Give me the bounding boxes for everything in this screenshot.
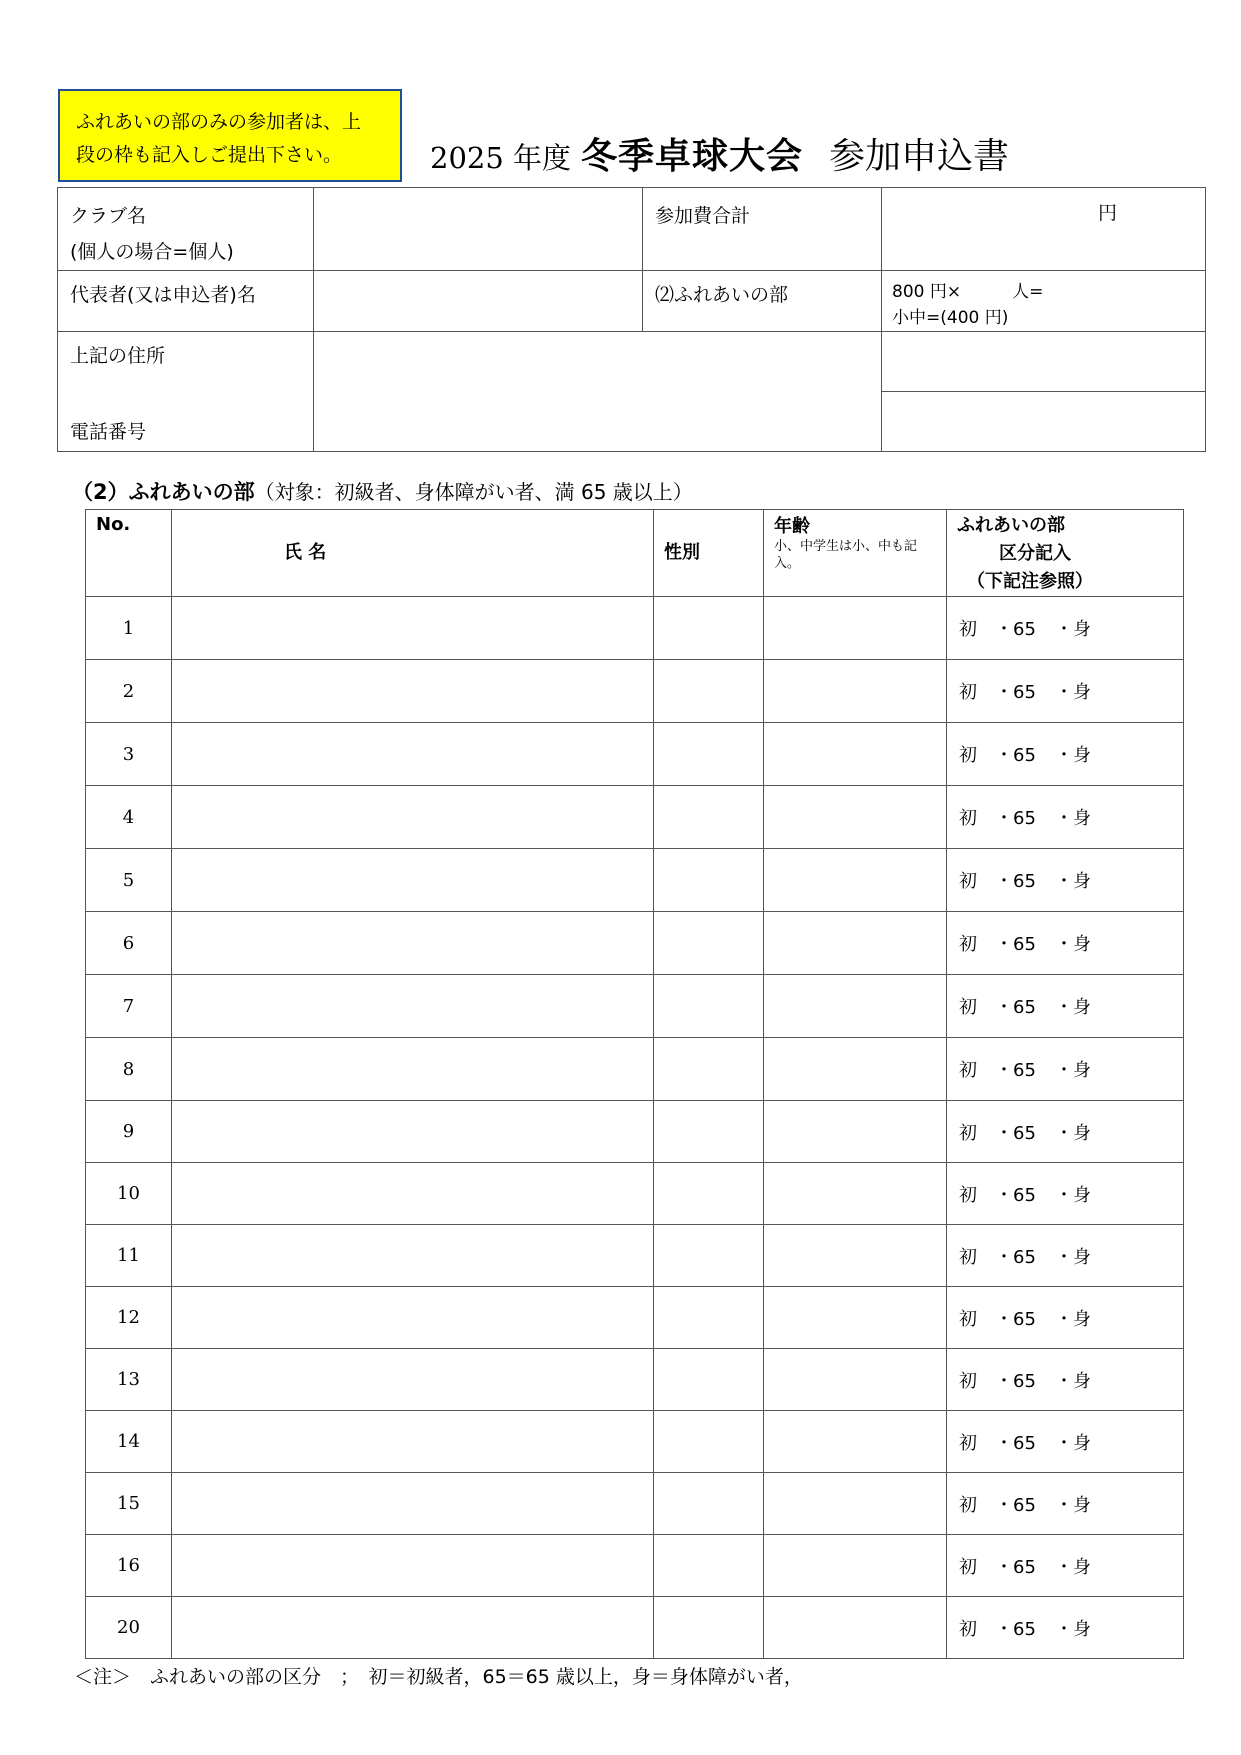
col-header-name: 氏 名 xyxy=(172,510,654,597)
category-option-beginner[interactable]: 初 xyxy=(959,997,977,1018)
name-field[interactable] xyxy=(172,1038,654,1101)
category-field[interactable] xyxy=(947,597,1184,660)
category-option-beginner[interactable]: 初 xyxy=(959,682,977,703)
title-year: 2025 年度 xyxy=(430,141,572,175)
category-field[interactable] xyxy=(947,1287,1184,1349)
category-field[interactable] xyxy=(947,1101,1184,1163)
row-number: 11 xyxy=(86,1225,172,1287)
name-field[interactable] xyxy=(172,1163,654,1225)
category-option-disability[interactable]: ・身 xyxy=(1055,1184,1091,1206)
age-field[interactable] xyxy=(764,1411,947,1473)
category-option-disability[interactable]: ・身 xyxy=(1055,1618,1091,1640)
section-target: （対象：初級者、身体障がい者、満 65 歳以上） xyxy=(254,480,693,504)
section-title: （2）ふれあいの部 xyxy=(72,480,255,504)
category-option-beginner[interactable]: 初 xyxy=(959,1370,977,1392)
category-option-beginner[interactable]: 初 xyxy=(959,934,977,955)
category-option-beginner[interactable]: 初 xyxy=(959,1618,977,1640)
name-field[interactable] xyxy=(172,912,654,975)
table-row xyxy=(86,912,1184,975)
gender-field[interactable] xyxy=(654,660,764,723)
category-option-65[interactable]: ・65 xyxy=(995,1184,1036,1206)
category-option-beginner[interactable]: 初 xyxy=(959,619,977,640)
address-phone-label-cell xyxy=(58,332,314,452)
name-field[interactable] xyxy=(172,786,654,849)
club-name-field[interactable] xyxy=(314,188,643,271)
representative-field[interactable] xyxy=(314,271,643,332)
category-option-beginner[interactable]: 初 xyxy=(959,1556,977,1578)
category-option-65[interactable]: ・65 xyxy=(995,1494,1036,1516)
age-field[interactable] xyxy=(764,1349,947,1411)
category-option-beginner[interactable]: 初 xyxy=(959,871,977,892)
category-option-beginner[interactable]: 初 xyxy=(959,808,977,829)
age-field[interactable] xyxy=(764,1038,947,1101)
col-header-age: 年齢 xyxy=(774,516,810,537)
gender-field[interactable] xyxy=(654,1038,764,1101)
gender-field[interactable] xyxy=(654,849,764,912)
category-option-disability[interactable]: ・身 xyxy=(1055,1556,1091,1578)
name-field[interactable] xyxy=(172,1535,654,1597)
category-option-beginner[interactable]: 初 xyxy=(959,1122,977,1144)
gender-field[interactable] xyxy=(654,723,764,786)
category-option-65[interactable]: ・65 xyxy=(995,1370,1036,1392)
representative-label: 代表者(又は申込者)名 xyxy=(58,271,314,332)
row-number: 7 xyxy=(86,975,172,1038)
category-option-65[interactable]: ・65 xyxy=(995,934,1036,955)
gender-field[interactable] xyxy=(654,786,764,849)
gender-field[interactable] xyxy=(654,1287,764,1349)
col-header-category: ふれあいの部 xyxy=(957,515,1065,536)
name-field[interactable] xyxy=(172,975,654,1038)
gender-field[interactable] xyxy=(654,975,764,1038)
title-doc: 参加申込書 xyxy=(829,136,1010,177)
table-row xyxy=(86,1225,1184,1287)
col-header-gender: 性別 xyxy=(654,510,764,597)
category-option-beginner[interactable]: 初 xyxy=(959,745,977,766)
table-row xyxy=(86,597,1184,660)
category-option-disability[interactable]: ・身 xyxy=(1055,682,1091,703)
category-field[interactable] xyxy=(947,975,1184,1038)
category-option-beginner[interactable]: 初 xyxy=(959,1246,977,1268)
row-number: 8 xyxy=(86,1038,172,1101)
table-row xyxy=(86,660,1184,723)
gender-field[interactable] xyxy=(654,1473,764,1535)
category-option-disability[interactable]: ・身 xyxy=(1055,1060,1091,1081)
category-option-65[interactable]: ・65 xyxy=(995,1122,1036,1144)
category-field[interactable] xyxy=(947,660,1184,723)
row-number: 15 xyxy=(86,1473,172,1535)
category-option-65[interactable]: ・65 xyxy=(995,1308,1036,1330)
phone-field[interactable] xyxy=(882,392,1206,452)
table-row xyxy=(86,1535,1184,1597)
footnote: ＜注＞ ふれあいの部の区分 ； 初＝初級者，65＝65 歳以上，身＝身体障がい者， xyxy=(74,1666,803,1688)
category-field[interactable] xyxy=(947,1473,1184,1535)
age-field[interactable] xyxy=(764,1473,947,1535)
category-field[interactable] xyxy=(947,1163,1184,1225)
category-option-65[interactable]: ・65 xyxy=(995,1246,1036,1268)
row-number: 9 xyxy=(86,1101,172,1163)
club-name-label: クラブ名 xyxy=(70,205,147,227)
category-field[interactable] xyxy=(947,1225,1184,1287)
age-field[interactable] xyxy=(764,1597,947,1659)
age-field[interactable] xyxy=(764,660,947,723)
col-header-age-cell xyxy=(764,510,947,597)
row-number: 5 xyxy=(86,849,172,912)
category-option-65[interactable]: ・65 xyxy=(995,682,1036,703)
category-field[interactable] xyxy=(947,786,1184,849)
col-header-no: No. xyxy=(86,510,172,597)
gender-field[interactable] xyxy=(654,1101,764,1163)
category-option-disability[interactable]: ・身 xyxy=(1055,1122,1091,1144)
division-fee-line-2: 小中=(400 円) xyxy=(892,308,1009,328)
gender-field[interactable] xyxy=(654,1411,764,1473)
row-number: 6 xyxy=(86,912,172,975)
col-header-category-sub1: 区分記入 xyxy=(999,543,1071,564)
category-option-beginner[interactable]: 初 xyxy=(959,1308,977,1330)
table-row xyxy=(86,1349,1184,1411)
row-number: 20 xyxy=(86,1597,172,1659)
category-field[interactable] xyxy=(947,1349,1184,1411)
row-number: 1 xyxy=(86,597,172,660)
participant-table xyxy=(85,509,1184,1659)
row-number: 2 xyxy=(86,660,172,723)
table-row xyxy=(86,723,1184,786)
gender-field[interactable] xyxy=(654,1597,764,1659)
category-option-disability[interactable]: ・身 xyxy=(1055,934,1091,955)
age-field[interactable] xyxy=(764,597,947,660)
table-row xyxy=(86,786,1184,849)
club-name-sublabel: (個人の場合=個人) xyxy=(70,241,234,263)
section-heading xyxy=(72,476,693,506)
name-field[interactable] xyxy=(172,849,654,912)
age-field[interactable] xyxy=(764,1225,947,1287)
category-field[interactable] xyxy=(947,1597,1184,1659)
category-option-disability[interactable]: ・身 xyxy=(1055,871,1091,892)
category-option-disability[interactable]: ・身 xyxy=(1055,1494,1091,1516)
age-field[interactable] xyxy=(764,786,947,849)
category-option-65[interactable]: ・65 xyxy=(995,871,1036,892)
age-field[interactable] xyxy=(764,1287,947,1349)
category-field[interactable] xyxy=(947,1535,1184,1597)
notice-box xyxy=(58,89,402,182)
name-field[interactable] xyxy=(172,723,654,786)
category-option-beginner[interactable]: 初 xyxy=(959,1494,977,1516)
division-fee-line-1: 800 円× 人= xyxy=(892,282,1044,302)
table-row xyxy=(86,1287,1184,1349)
col-header-age-note: 小、中学生は小、中も記入。 xyxy=(774,539,918,571)
gender-field[interactable] xyxy=(654,1535,764,1597)
gender-field[interactable] xyxy=(654,1349,764,1411)
notice-line-2: 段の枠も記入しご提出下さい。 xyxy=(76,144,343,166)
name-field[interactable] xyxy=(172,1287,654,1349)
table-row xyxy=(86,975,1184,1038)
category-option-65[interactable]: ・65 xyxy=(995,619,1036,640)
row-number: 3 xyxy=(86,723,172,786)
category-field[interactable] xyxy=(947,1038,1184,1101)
row-number: 10 xyxy=(86,1163,172,1225)
category-option-65[interactable]: ・65 xyxy=(995,1556,1036,1578)
title-event: 冬季卓球大会 xyxy=(581,136,804,177)
notice-line-1: ふれあいの部のみの参加者は、上 xyxy=(76,111,362,133)
category-field[interactable] xyxy=(947,849,1184,912)
category-option-disability[interactable]: ・身 xyxy=(1055,1246,1091,1268)
page-title xyxy=(430,128,1009,179)
col-header-category-sub2: （下記注参照） xyxy=(967,571,1093,592)
row-number: 13 xyxy=(86,1349,172,1411)
col-header-category-cell xyxy=(947,510,1184,597)
category-field[interactable] xyxy=(947,1411,1184,1473)
address-extra-field[interactable] xyxy=(882,332,1206,392)
category-option-65[interactable]: ・65 xyxy=(995,1432,1036,1454)
category-option-disability[interactable]: ・身 xyxy=(1055,808,1091,829)
row-number: 16 xyxy=(86,1535,172,1597)
table-row xyxy=(86,1411,1184,1473)
row-number: 4 xyxy=(86,786,172,849)
category-option-65[interactable]: ・65 xyxy=(995,808,1036,829)
name-field[interactable] xyxy=(172,1597,654,1659)
fee-total-unit: 円 xyxy=(1097,202,1117,224)
name-field[interactable] xyxy=(172,660,654,723)
table-row xyxy=(86,1473,1184,1535)
age-field[interactable] xyxy=(764,1101,947,1163)
gender-field[interactable] xyxy=(654,912,764,975)
category-option-65[interactable]: ・65 xyxy=(995,1618,1036,1640)
table-row xyxy=(86,1038,1184,1101)
category-option-disability[interactable]: ・身 xyxy=(1055,745,1091,766)
category-option-65[interactable]: ・65 xyxy=(995,745,1036,766)
club-name-label-cell xyxy=(58,188,314,271)
row-number: 14 xyxy=(86,1411,172,1473)
name-field[interactable] xyxy=(172,1101,654,1163)
fee-total-label: 参加費合計 xyxy=(643,188,882,271)
age-field[interactable] xyxy=(764,975,947,1038)
category-option-65[interactable]: ・65 xyxy=(995,1060,1036,1081)
category-option-disability[interactable]: ・身 xyxy=(1055,1370,1091,1392)
age-field[interactable] xyxy=(764,849,947,912)
address-label: 上記の住所 xyxy=(70,345,166,367)
age-field[interactable] xyxy=(764,1535,947,1597)
category-option-beginner[interactable]: 初 xyxy=(959,1184,977,1206)
category-option-65[interactable]: ・65 xyxy=(995,997,1036,1018)
row-number: 12 xyxy=(86,1287,172,1349)
category-option-disability[interactable]: ・身 xyxy=(1055,1308,1091,1330)
name-field[interactable] xyxy=(172,1473,654,1535)
table-row xyxy=(86,1163,1184,1225)
category-option-disability[interactable]: ・身 xyxy=(1055,1432,1091,1454)
gender-field[interactable] xyxy=(654,597,764,660)
gender-field[interactable] xyxy=(654,1163,764,1225)
division-label: ⑵ふれあいの部 xyxy=(643,271,882,332)
category-option-beginner[interactable]: 初 xyxy=(959,1432,977,1454)
gender-field[interactable] xyxy=(654,1225,764,1287)
category-field[interactable] xyxy=(947,912,1184,975)
address-field[interactable] xyxy=(314,332,882,452)
name-field[interactable] xyxy=(172,1411,654,1473)
name-field[interactable] xyxy=(172,597,654,660)
category-field[interactable] xyxy=(947,723,1184,786)
applicant-info-table xyxy=(57,187,1206,452)
category-option-beginner[interactable]: 初 xyxy=(959,1060,977,1081)
division-fee-field[interactable] xyxy=(882,271,1206,332)
table-row xyxy=(86,1101,1184,1163)
phone-label: 電話番号 xyxy=(70,421,147,443)
table-row xyxy=(86,849,1184,912)
age-field[interactable] xyxy=(764,723,947,786)
table-row xyxy=(86,1597,1184,1659)
name-field[interactable] xyxy=(172,1225,654,1287)
category-option-disability[interactable]: ・身 xyxy=(1055,997,1091,1018)
fee-total-field[interactable] xyxy=(882,188,1206,271)
age-field[interactable] xyxy=(764,1163,947,1225)
category-option-disability[interactable]: ・身 xyxy=(1055,619,1091,640)
name-field[interactable] xyxy=(172,1349,654,1411)
age-field[interactable] xyxy=(764,912,947,975)
